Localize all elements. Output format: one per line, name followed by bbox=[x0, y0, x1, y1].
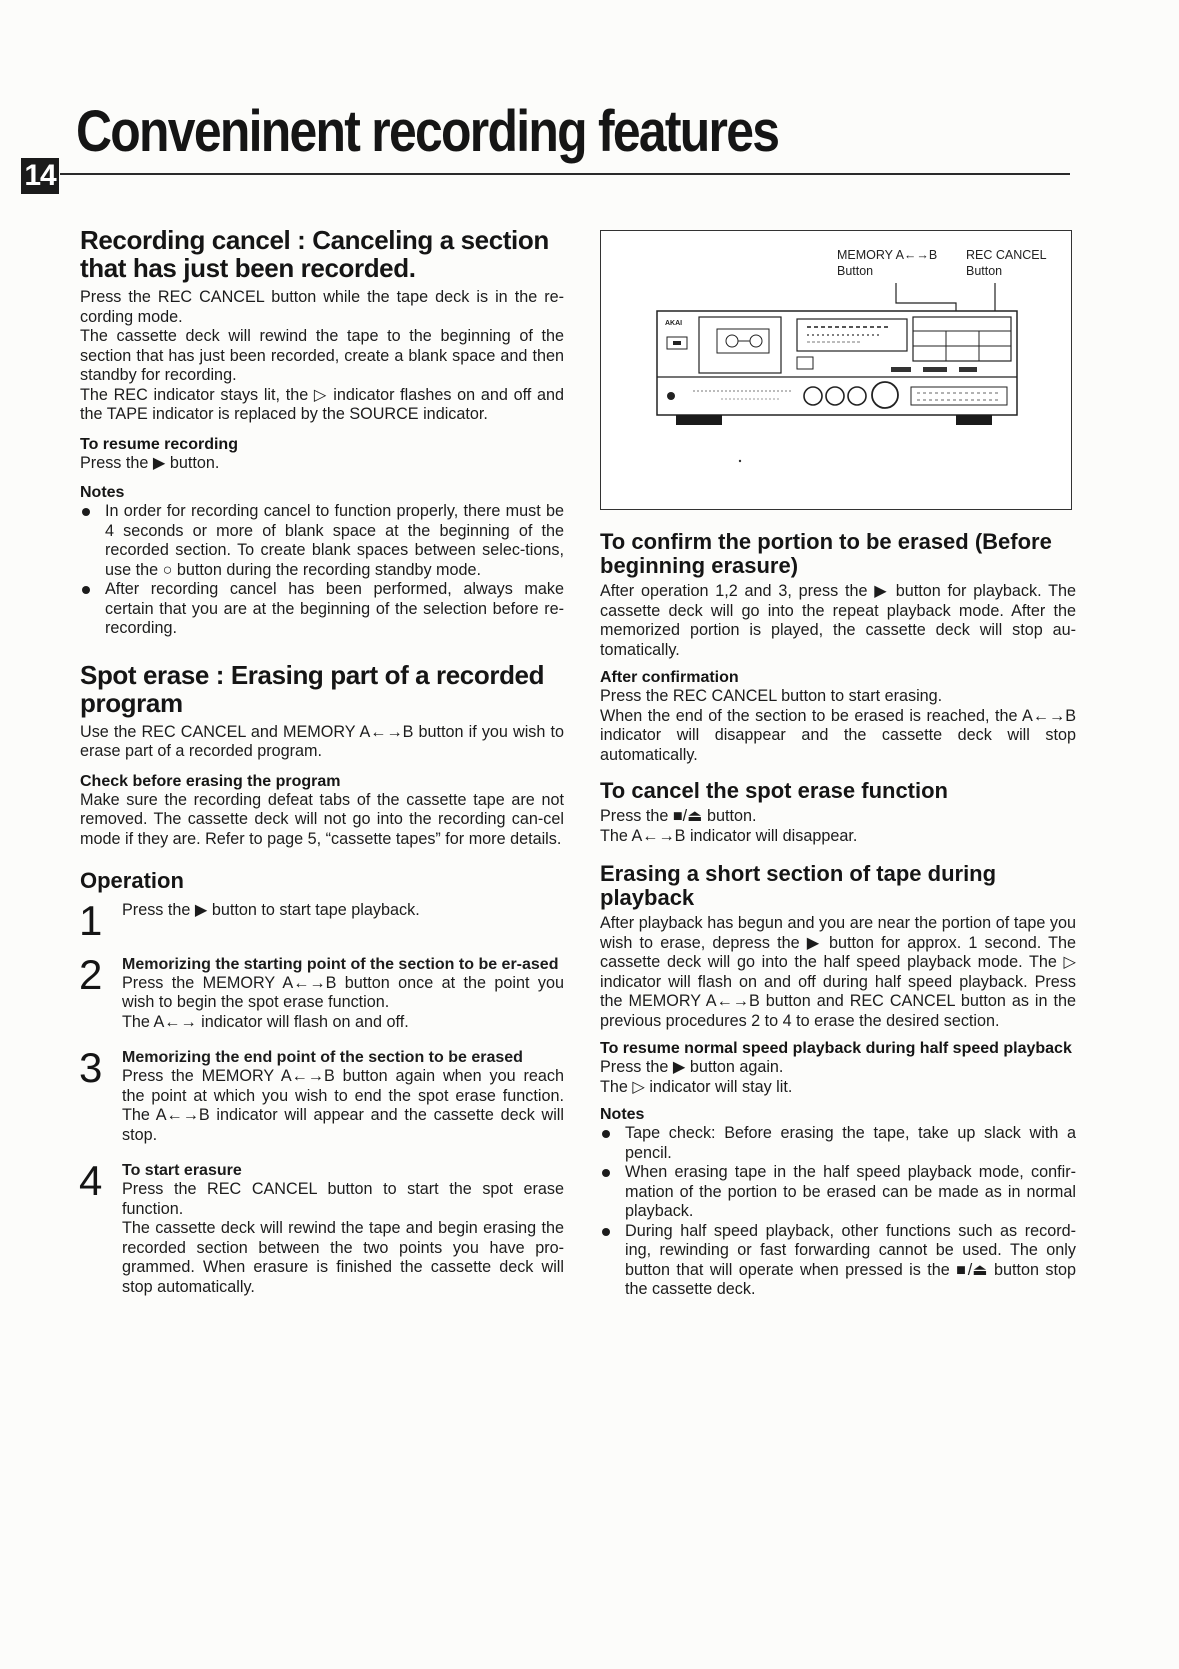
notes-list bbox=[80, 502, 564, 639]
step-line: Press the ▶ button to start tape playback. bbox=[122, 901, 420, 919]
step-body bbox=[122, 955, 564, 1033]
step-number: 4 bbox=[79, 1157, 103, 1204]
short-section-heading: Erasing a short section of tape during playback bbox=[600, 861, 997, 910]
rec-cancel-button-label: REC CANCEL Button bbox=[966, 248, 1047, 278]
section-cancel-spot bbox=[600, 779, 1076, 846]
title-rule bbox=[60, 173, 1070, 175]
step-title: Memorizing the end point of the section to be erased bbox=[122, 1049, 523, 1066]
spot-erase-heading: Spot erase : Erasing part of a recorded program bbox=[80, 659, 545, 718]
memory-button-label: MEMORY A←→B Button bbox=[837, 248, 938, 278]
page-title: Conveninent recording features bbox=[76, 99, 779, 164]
deck-illustration bbox=[601, 231, 1071, 509]
step-body bbox=[122, 1161, 564, 1297]
step-title: To start erasure bbox=[122, 1162, 242, 1179]
cancel-spot-p2: The A←→B indicator will disappear. bbox=[600, 826, 858, 845]
brand-text: AKAI bbox=[665, 320, 683, 327]
resume-recording-heading: To resume recording bbox=[80, 435, 238, 453]
notes-heading-right: Notes bbox=[600, 1106, 645, 1123]
recording-cancel-p1: Press the REC CANCEL button while the tape deck is in the re-cording mode. bbox=[80, 288, 564, 326]
step-line: The cassette deck will rewind the tape and begin erasing the recorded section between the two points you have pro-grammed. When erasure is finished the cassette deck will stop automatically. bbox=[122, 1219, 564, 1296]
page-number: 14 bbox=[21, 158, 59, 194]
section-spot-erase bbox=[80, 661, 564, 850]
recording-cancel-p2: The cassette deck will rewind the tape to the beginning of the section that has just been recorded, create a blank space and then standby for recording. bbox=[80, 327, 564, 384]
step-line: Press the REC CANCEL button to start the spot erase function. bbox=[122, 1180, 564, 1218]
step-number: 3 bbox=[79, 1044, 103, 1091]
notes-heading: Notes bbox=[80, 484, 125, 501]
section-operation bbox=[80, 869, 564, 1297]
check-text: Make sure the recording defeat tabs of the cassette tape are not removed. The cassette deck will not go into the recording can-cel mode if they are. Refer to page 5, “cassette tapes” for more details. bbox=[80, 790, 564, 848]
list-item: Tape check: Before erasing the tape, take up slack with a pencil. bbox=[600, 1124, 1076, 1163]
step-title: Memorizing the starting point of the section to be er-ased bbox=[122, 955, 559, 973]
recording-cancel-p3: The REC indicator stays lit, the ▷ indicator flashes on and off and the TAPE indicator is replaced by the SOURCE indicator. bbox=[80, 385, 564, 423]
section-confirm bbox=[600, 530, 1076, 765]
confirm-text: After operation 1,2 and 3, press the ▶ button for playback. The cassette deck will go into the repeat playback mode. After the memorized portion is played, the cassette deck will stop au-tomatically. bbox=[600, 582, 1076, 659]
cancel-spot-heading: To cancel the spot erase function bbox=[600, 778, 948, 803]
operation-heading: Operation bbox=[80, 868, 184, 893]
list-item: When erasing tape in the half speed playback mode, confir-mation of the portion to be erased can be made as in normal playback. bbox=[600, 1163, 1076, 1222]
step-body bbox=[122, 1048, 564, 1145]
resume-normal-p2: The ▷ indicator will stay lit. bbox=[600, 1077, 793, 1096]
list-item: In order for recording cancel to function properly, there must be 4 seconds or more of blank space at the beginning of the recorded section. To create blank spaces between selec-tions, use the ○ button during the recording standby mode. bbox=[80, 502, 564, 580]
after-confirmation-heading: After confirmation bbox=[600, 669, 739, 686]
after-confirmation-p2: When the end of the section to be erased is reached, the A←→B indicator will disappear and the cassette deck will stop automatically. bbox=[600, 706, 1076, 764]
step-line: Press the MEMORY A←→B button once at the point you wish to begin the spot erase function. bbox=[122, 973, 564, 1011]
resume-normal-p1: Press the ▶ button again. bbox=[600, 1058, 784, 1076]
step-4 bbox=[79, 1157, 564, 1297]
after-confirmation-p1: Press the REC CANCEL button to start erasing. bbox=[600, 687, 943, 705]
step-line: Press the MEMORY A←→B button again when you reach the point at which you wish to end the spot erase function. The A←→B indicator will appear and the cassette deck will stop. bbox=[122, 1067, 564, 1144]
step-3 bbox=[79, 1044, 564, 1145]
section-recording-cancel bbox=[80, 226, 564, 639]
cassette-deck-figure bbox=[600, 230, 1072, 510]
step-2 bbox=[79, 950, 564, 1033]
resume-normal-heading: To resume normal speed playback during half speed playback bbox=[600, 1040, 1072, 1057]
section-short-section bbox=[600, 862, 1076, 1300]
step-line: The A←→ indicator will flash on and off. bbox=[122, 1012, 409, 1031]
list-item: During half speed playback, other functions such as record-ing, rewinding or fast forwarding cannot be used. The only button that will operate when pressed is the ■/⏏ button stop the cassette deck. bbox=[600, 1222, 1076, 1300]
step-number: 1 bbox=[79, 897, 103, 944]
check-heading: Check before erasing the program bbox=[80, 772, 341, 790]
step-body bbox=[122, 901, 564, 921]
step-number: 2 bbox=[79, 950, 103, 998]
confirm-heading: To confirm the portion to be erased (Before beginning erasure) bbox=[600, 529, 1052, 578]
right-column bbox=[600, 530, 1076, 1300]
notes-list-right bbox=[600, 1124, 1076, 1300]
short-section-text: After playback has begun and you are near the portion of tape you wish to erase, depress the ▶ button for approx. 1 second. The cassette deck will go into the half speed playback mode. The ▷ indicator will flash on and off during half speed playback. Press the MEMORY A←→B button and REC CANCEL button as in the previous procedures 2 to 4 to erase the desired section. bbox=[600, 914, 1076, 1030]
spot-erase-intro: Use the REC CANCEL and MEMORY A←→B button if you wish to erase part of a recorded program. bbox=[80, 722, 564, 760]
step-1 bbox=[79, 897, 564, 944]
recording-cancel-heading: Recording cancel : Canceling a section that has just been recorded. bbox=[80, 225, 549, 283]
resume-recording-text: Press the ▶ button. bbox=[80, 453, 220, 472]
list-item: After recording cancel has been performed, always make certain that you are at the beginning of the selection before re-recording. bbox=[80, 580, 564, 639]
cancel-spot-p1: Press the ■/⏏ button. bbox=[600, 807, 757, 825]
left-column bbox=[80, 226, 564, 1297]
